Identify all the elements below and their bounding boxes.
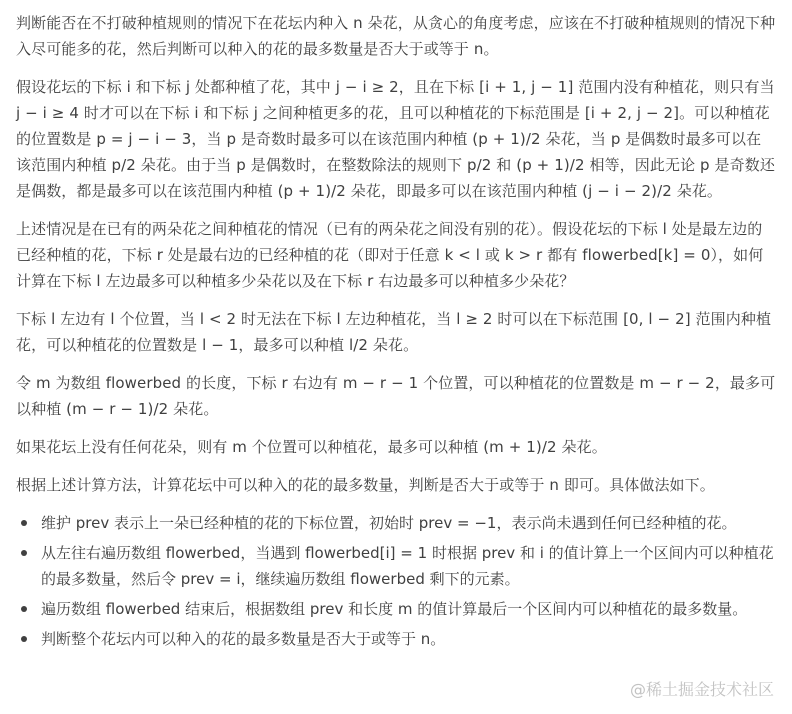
- paragraph-empty-bed: 如果花坛上没有任何花朵，则有 m 个位置可以种植花，最多可以种植 (m + 1)/2 朵花。: [16, 438, 607, 456]
- paragraph-left-edge: 下标 l 左边有 l 个位置，当 l < 2 时无法在下标 l 左边种植花，当 l ≥ 2 时可以在下标范围 [0, l − 2] 范围内种植花，可以种植花的位置数是 l − 1，最多可以种植 l/2 朵花。: [16, 310, 772, 354]
- list-item-text: 维护 prev 表示上一朵已经种植的花的下标位置，初始时 prev = −1，表示尚未遇到任何已经种植的花。: [41, 514, 737, 532]
- list-item-text: 遍历数组 flowerbed 结束后，根据数组 prev 和长度 m 的值计算最后一个区间内可以种植花的最多数量。: [41, 600, 748, 618]
- list-item: [16, 510, 776, 536]
- watermark: @稀土掘金技术社区: [629, 680, 774, 699]
- list-item: [16, 626, 776, 652]
- bullet-icon: [21, 520, 27, 526]
- paragraph-intro: 判断能否在不打破种植规则的情况下在花坛内种入 n 朵花，从贪心的角度考虑，应该在不打破种植规则的情况下种入尽可能多的花，然后判断可以种入的花的最多数量是否大于或等于 n。: [16, 14, 776, 58]
- paragraph-right-edge: 令 m 为数组 flowerbed 的长度，下标 r 右边有 m − r − 1 个位置，可以种植花的位置数是 m − r − 2，最多可以种植 (m − r − 1)/2 朵花。: [16, 374, 776, 418]
- bullet-icon: [21, 550, 27, 556]
- bullet-icon: [21, 636, 27, 642]
- paragraph-between-flowers: 假设花坛的下标 i 和下标 j 处都种植了花，其中 j − i ≥ 2，且在下标 [i + 1, j − 1] 范围内没有种植花，则只有当 j − i ≥ 4 时才可以在下标 i 和下标 j 之间种植更多的花，且可以种植花的下标范围是 [i + 2, j − 2]。可以种植花的位置数是 p = j − i − 3，当 p 是奇数时最多可以在该范围内种植 (p + 1)/2 朵花，当 p 是偶数时最多可以在该范围内种植 p/2 朵花。由于当 p 是偶数时，在整数除法的规则下 p/2 和 (p + 1)/2 相等，因此无论 p 是奇数还是偶数，都是最多可以在该范围内种植 (p + 1)/2 朵花，即最多可以在该范围内种植 (j − i − 2)/2 朵花。: [16, 78, 775, 200]
- bullet-icon: [21, 606, 27, 612]
- steps-list: [16, 510, 776, 652]
- list-item-text: 从左往右遍历数组 flowerbed，当遇到 flowerbed[i] = 1 时根据 prev 和 i 的值计算上一个区间内可以种植花的最多数量，然后令 prev = i，继续遍历数组 flowerbed 剩下的元素。: [41, 544, 774, 588]
- list-item: [16, 540, 776, 592]
- list-item: [16, 596, 776, 622]
- paragraph-edges-question: 上述情况是在已有的两朵花之间种植花的情况（已有的两朵花之间没有别的花）。假设花坛的下标 l 处是最左边的已经种植的花，下标 r 处是最右边的已经种植的花（即对于任意 k < l 或 k > r 都有 flowerbed[k] = 0），如何计算在下标 l 左边最多可以种植多少朵花以及在下标 r 右边最多可以种植多少朵花？: [16, 220, 764, 290]
- list-item-text: 判断整个花坛内可以种入的花的最多数量是否大于或等于 n。: [41, 630, 446, 648]
- paragraph-method: 根据上述计算方法，计算花坛中可以种入的花的最多数量，判断是否大于或等于 n 即可。具体做法如下。: [16, 476, 715, 494]
